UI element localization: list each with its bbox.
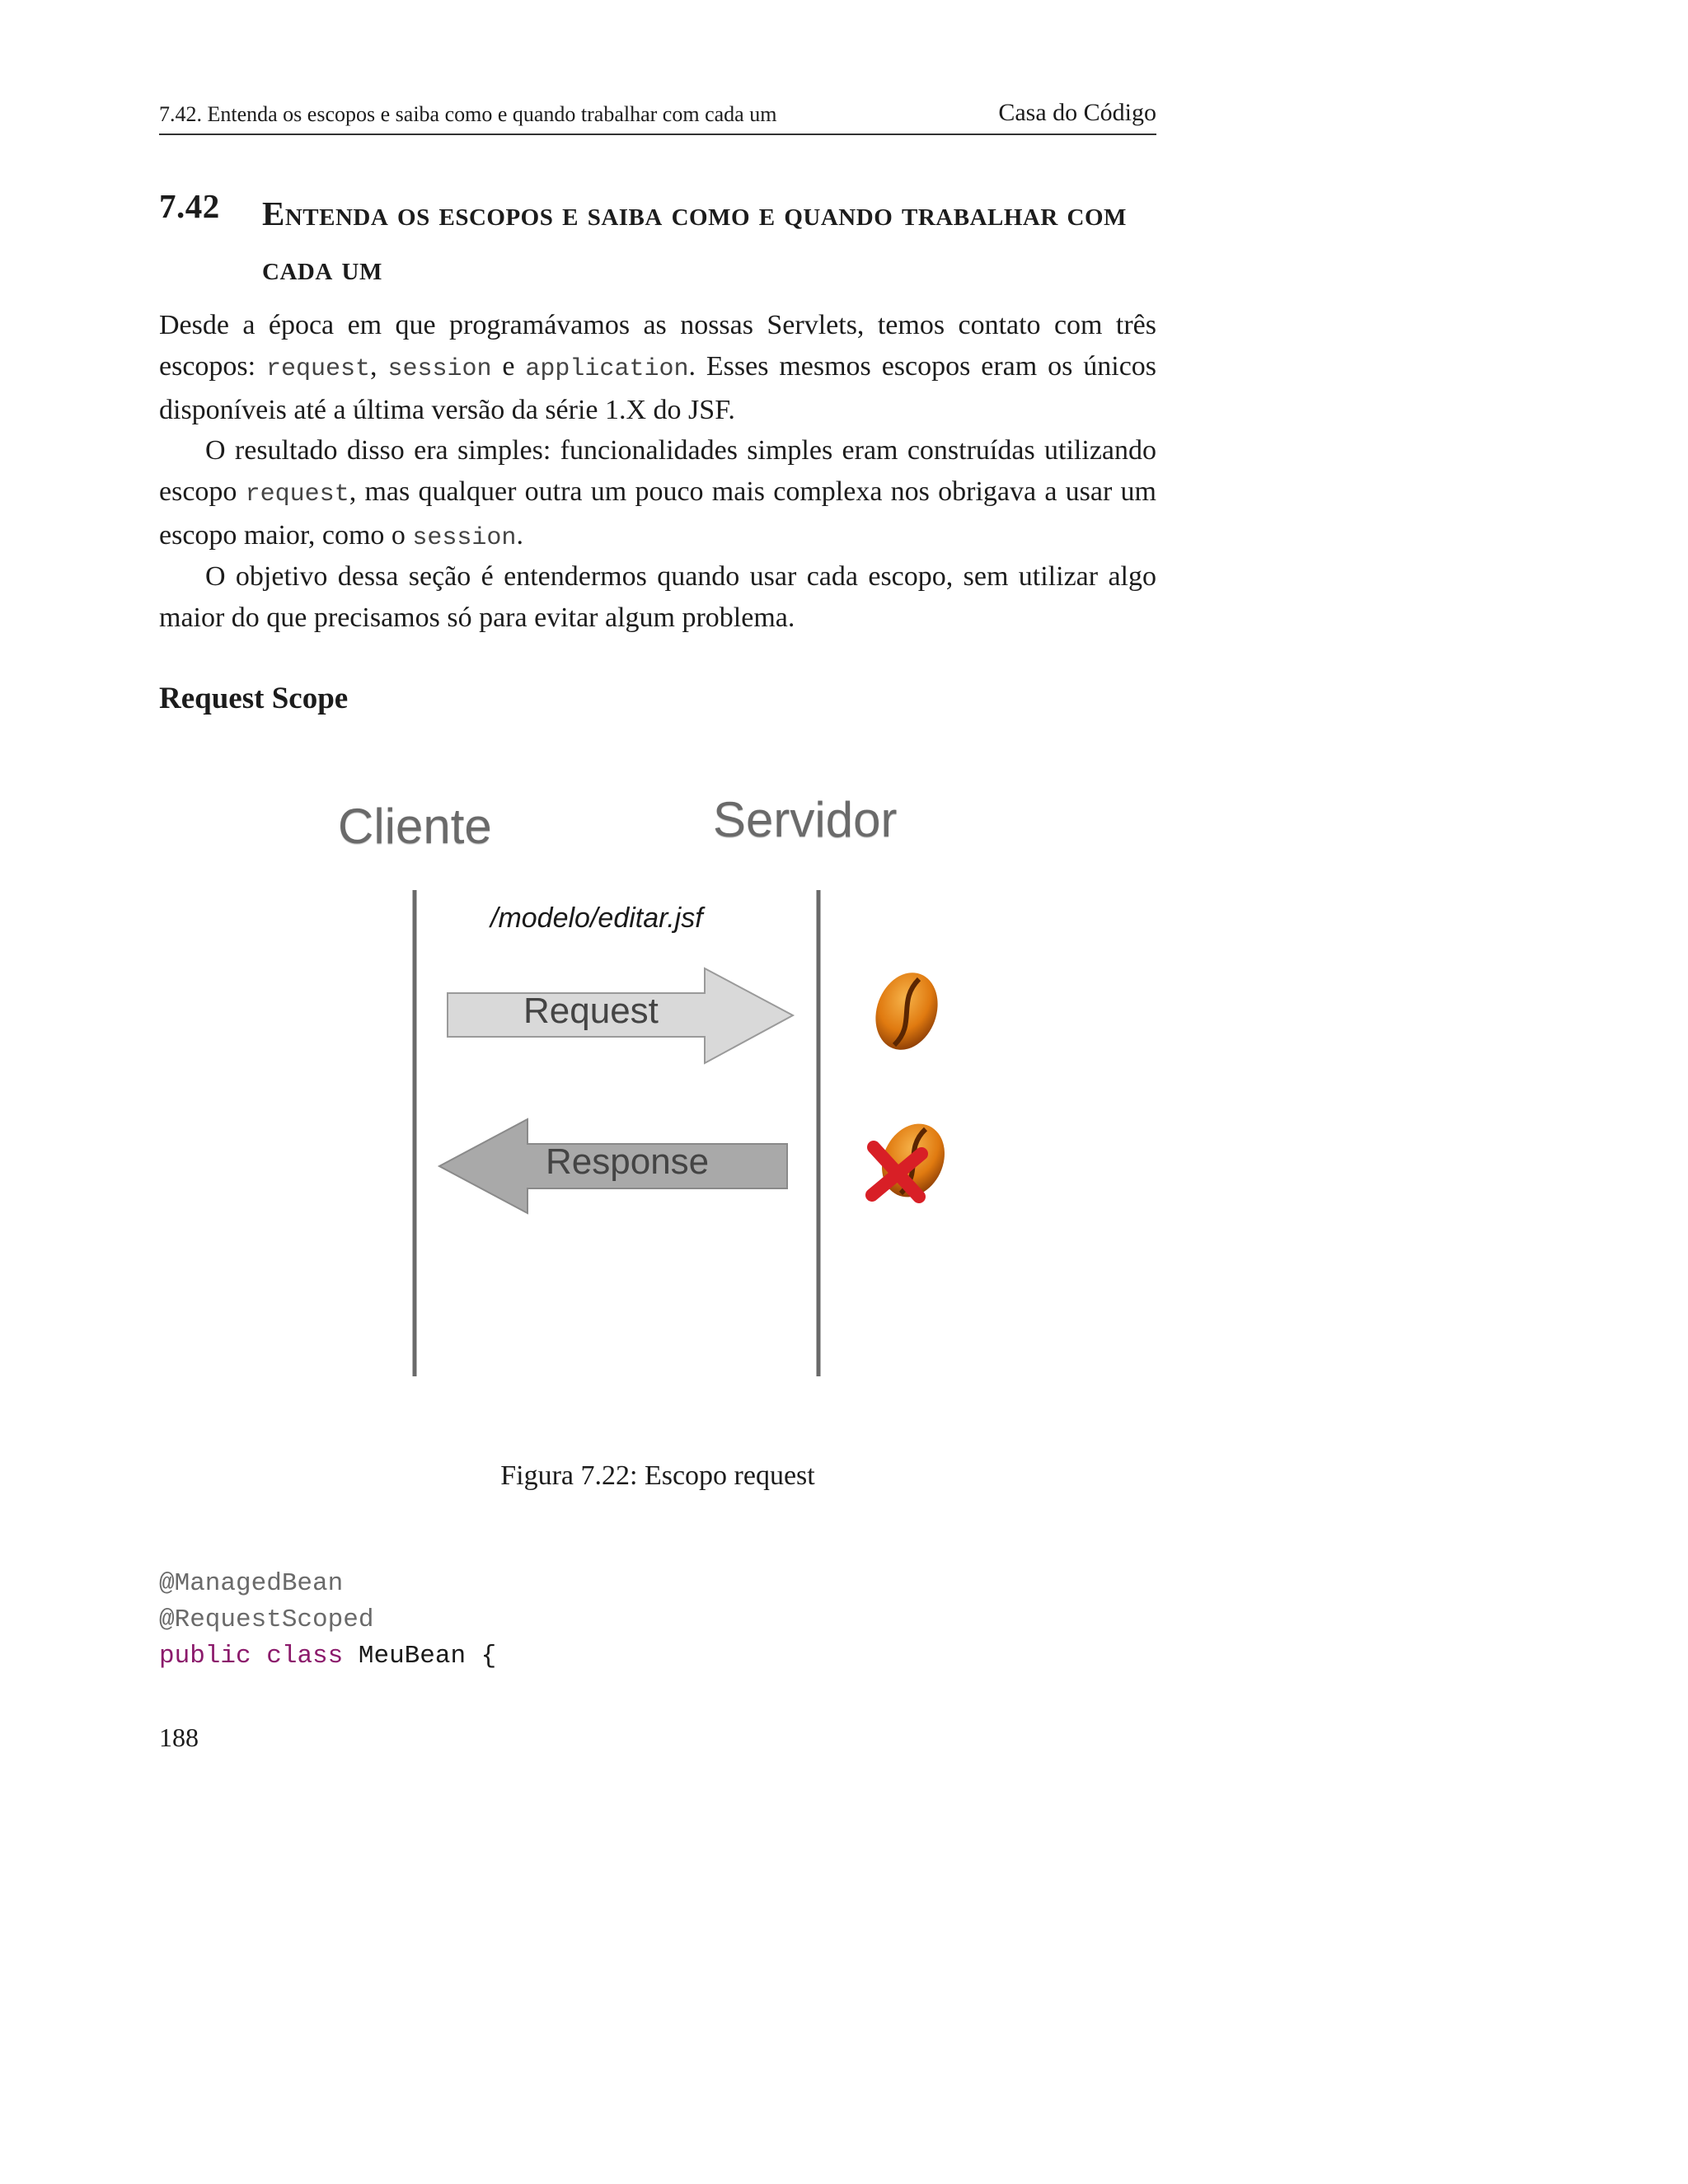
inline-code: request: [245, 480, 349, 509]
running-head-publisher: Casa do Código: [998, 99, 1156, 126]
figure-caption: Figura 7.22: Escopo request: [500, 1460, 815, 1491]
code-text: MeuBean {: [358, 1642, 497, 1671]
inline-code: session: [387, 355, 492, 383]
text-run: e: [491, 351, 526, 382]
inline-code: request: [266, 355, 371, 383]
request-scope-figure: [321, 766, 1047, 1426]
coffee-bean-icon: [865, 964, 948, 1059]
paragraph-2: [159, 430, 1156, 559]
running-head: [159, 97, 1156, 135]
code-annotation: @ManagedBean: [159, 1569, 344, 1598]
figure-graphics: [321, 766, 1047, 1426]
section-title: Entenda os escopos e saiba como e quando trabalhar com cada um: [262, 194, 1127, 287]
code-keyword: public: [159, 1642, 251, 1671]
server-label: Servidor: [713, 792, 898, 847]
text-run: O resultado disso era simples: funcionalidades simples eram construídas utilizando escopo: [159, 435, 1156, 507]
text-run: .: [516, 520, 523, 551]
text-run: , mas qualquer outra um pouco mais complexa nos obrigava a usar um escopo maior, como o: [159, 476, 1157, 551]
section-number: 7.42: [159, 187, 220, 225]
request-label: Request: [523, 991, 659, 1031]
text-run: ,: [370, 351, 388, 382]
text-run: . Esses mesmos escopos eram os únicos disponíveis até a última versão da série 1.X do JSF.: [159, 351, 1157, 425]
response-label: Response: [546, 1141, 710, 1182]
paragraph-1: [159, 305, 1156, 431]
request-path: /modelo/editar.jsf: [490, 902, 703, 934]
inline-code: session: [412, 524, 517, 552]
text-run: Desde a época em que programávamos as nossas Servlets, temos contato com três escopos:: [159, 310, 1156, 382]
code-block: [159, 1566, 496, 1675]
client-label: Cliente: [338, 799, 492, 854]
running-head-chapter: 7.42. Entenda os escopos e saiba como e quando trabalhar com cada um: [159, 102, 777, 126]
code-keyword: class: [266, 1642, 344, 1671]
paragraph-3: O objetivo dessa seção é entendermos quando usar cada escopo, sem utilizar algo maior do que precisamos só para evitar algum problema.: [159, 561, 1156, 633]
code-annotation: @RequestScoped: [159, 1605, 374, 1634]
inline-code: application: [525, 355, 689, 383]
subsection-title: Request Scope: [159, 682, 349, 715]
page-number: 188: [159, 1722, 199, 1752]
